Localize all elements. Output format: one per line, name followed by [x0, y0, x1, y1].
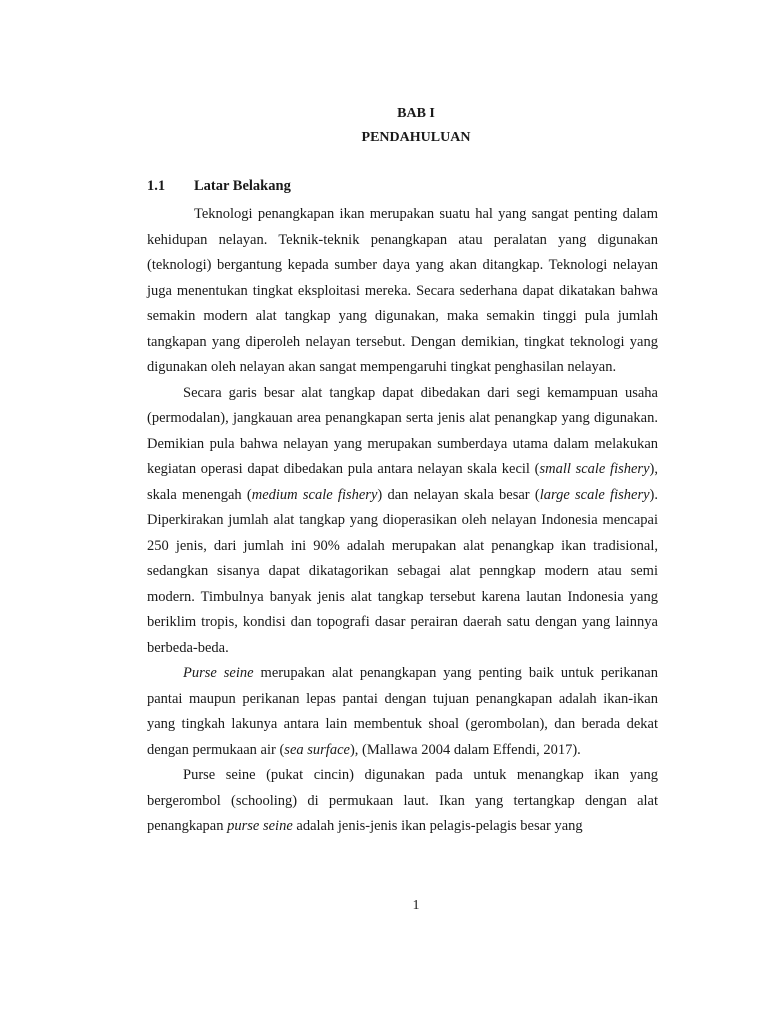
- chapter-heading: BAB I: [397, 106, 435, 121]
- text-run: ), skala menengah (: [147, 461, 658, 503]
- italic-term: sea surface: [284, 741, 350, 758]
- paragraph-1: [147, 202, 658, 381]
- text-run: ) dan nelayan skala besar (: [377, 486, 540, 503]
- italic-term: medium scale fishery: [251, 486, 378, 503]
- body-text: [147, 202, 658, 840]
- paragraph-2: [147, 381, 658, 662]
- page-number: 1: [412, 898, 420, 913]
- italic-term: purse seine: [227, 818, 293, 834]
- text-run: ). Diperkirakan jumlah alat tangkap yang dioperasikan oleh nelayan Indonesia mencapai 250 jenis, dari jumlah ini 90% adalah merupakan alat penangkap ikan tradisional, sedangkan sisanya dapat dikatagorikan sebagai alat penngkap modern atau semi modern. Timbulnya banyak jenis alat tangkap tersebut karena lautan Indonesia yang beriklim tropis, kondisi dan topografi dasar perairan daerah satu dengan yang lainnya berbeda-beda.: [147, 486, 658, 656]
- chapter-title: PENDAHULUAN: [361, 130, 471, 145]
- paragraph-3: [147, 661, 658, 763]
- text-run: Teknologi penangkapan ikan merupakan suatu hal yang sangat penting dalam kehidupan nelayan. Teknik-teknik penangkapan atau peralatan yang digunakan (teknologi) bergantung kepada sumber daya yang akan ditangkap. Teknologi nelayan juga menentukan tingkat eksploitasi mereka. Secara sederhana dapat dikatakan bahwa semakin modern alat tangkap yang digunakan, maka semakin tinggi pula jumlah tangkapan yang diperoleh nelayan tersebut. Dengan demikian, tingkat teknologi yang digunakan oleh nelayan akan sangat mempengaruhi tingkat penghasilan nelayan.: [147, 206, 658, 375]
- section-number: 1.1: [147, 178, 166, 194]
- italic-term: large scale fishery: [539, 486, 650, 503]
- section-title: Latar Belakang: [194, 178, 291, 194]
- text-run: Secara garis besar alat tangkap dapat dibedakan dari segi kemampuan usaha (permodalan), jangkauan area penangkapan serta jenis alat penangkap yang digunakan. Demikian pula bahwa nelayan yang merupakan sumberdaya utama dalam melakukan kegiatan operasi dapat dibedakan pula antara nelayan skala kecil (: [147, 384, 658, 477]
- text-run: adalah jenis-jenis ikan pelagis-pelagis besar yang: [292, 818, 583, 834]
- italic-term: small scale fishery: [539, 461, 650, 477]
- italic-term: Purse seine: [183, 665, 254, 681]
- text-run: Purse seine (pukat cincin) digunakan pada untuk menangkap ikan yang bergerombol (schooling) di permukaan laut. Ikan yang tertangkap dengan alat penangkapan: [147, 767, 658, 834]
- text-run: merupakan alat penangkapan yang penting baik untuk perikanan pantai maupun perikanan lepas pantai dengan tujuan penangkapan adalah ikan-ikan yang tingkah lakunya antara lain membentuk shoal (gerombolan), dan berada dekat dengan permukaan air (: [147, 665, 658, 758]
- section-heading: [147, 178, 291, 195]
- paragraph-4: [147, 763, 658, 840]
- text-run: ), (Mallawa 2004 dalam Effendi, 2017).: [349, 741, 581, 758]
